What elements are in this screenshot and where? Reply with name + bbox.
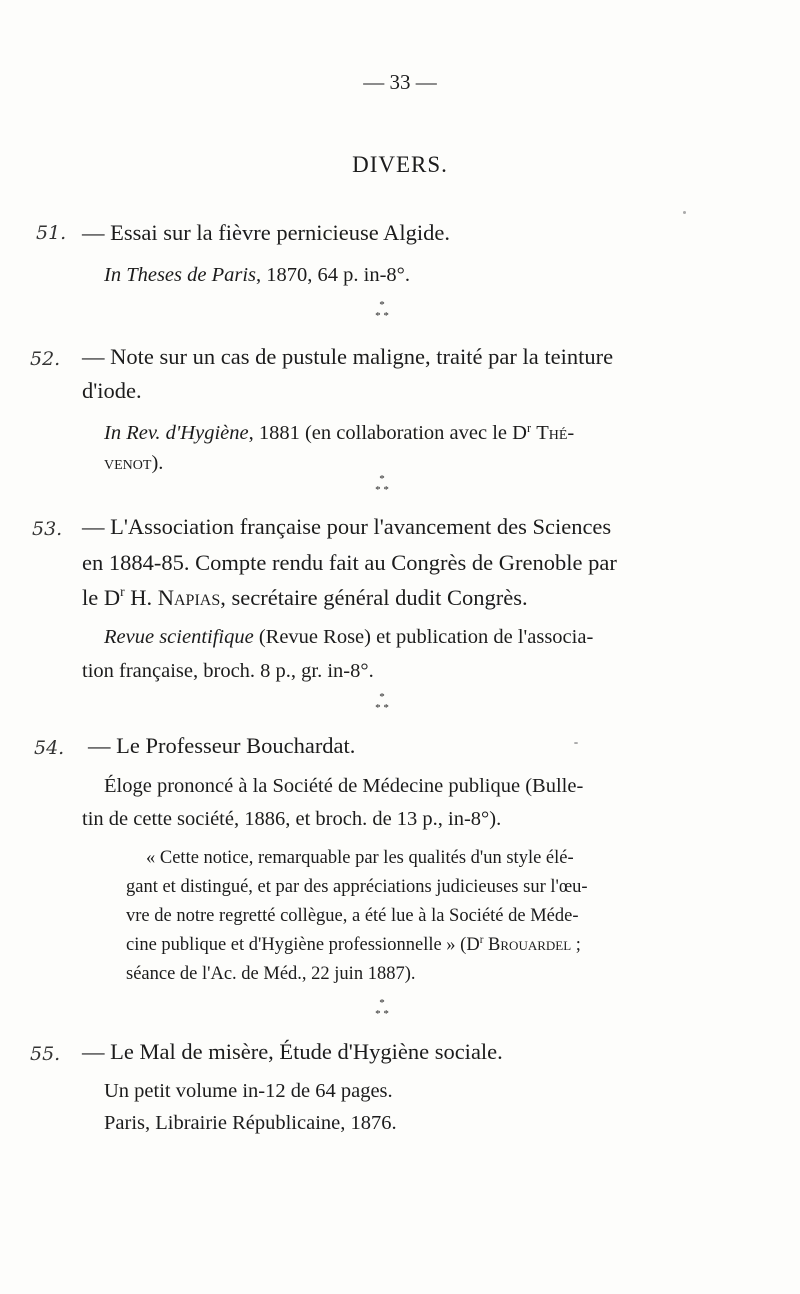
entry-54-number: 54. <box>34 737 65 759</box>
entry-53-title-line3 <box>82 585 528 611</box>
entry-53-author: Napias <box>157 585 221 610</box>
entry-53-journal: Revue scientifique <box>104 626 254 648</box>
entry-54-line1: Éloge prononcé à la Société de Médecine publique (Bulle- <box>104 775 584 797</box>
separator-stars: * * * <box>375 473 389 496</box>
section-title: DIVERS. <box>352 152 448 177</box>
entry-52-sup: r <box>526 420 532 435</box>
entry-51-journal: In Theses de Paris <box>104 264 257 286</box>
entry-52-number: 52. <box>30 348 61 370</box>
entry-54-author: Brouardel <box>488 935 572 955</box>
entry-53-t3a: le D <box>82 585 121 610</box>
entry-52-journal: In Rev. d'Hygiène <box>104 422 249 444</box>
page-number: — 33 — <box>363 70 437 94</box>
entry-52-ref-text: , 1881 (en collaboration avec le D <box>248 422 527 444</box>
entry-53-reference-cont: tion française, broch. 8 p., gr. in-8°. <box>82 660 374 682</box>
entry-51-title: — Essai sur la fièvre pernicieuse Algide. <box>82 220 451 245</box>
entry-52-ref-end: ). <box>151 452 164 474</box>
entry-52-author: Thé- <box>536 422 575 444</box>
separator-stars: * * * <box>375 691 389 714</box>
entry-55-line2: Paris, Librairie Républicaine, 1876. <box>104 1112 397 1134</box>
entry-54-title: — Le Professeur Bouchardat. <box>88 733 356 758</box>
entry-55-line1: Un petit volume in-12 de 64 pages. <box>104 1080 393 1102</box>
entry-54-quote-line2: gant et distingué, et par des appréciations judicieuses sur l'œu- <box>126 877 588 897</box>
entry-54-line2: tin de cette société, 1886, et broch. de 13 p., in-8°). <box>82 808 502 830</box>
entry-52-title: — Note sur un cas de pustule maligne, traité par la teinture <box>82 344 614 369</box>
separator-stars: * * * <box>375 299 389 322</box>
entry-52-reference <box>104 422 574 445</box>
entry-52-title-cont: d'iode. <box>82 378 142 403</box>
separator-stars: * * * <box>375 997 389 1020</box>
entry-51-number: 51. <box>36 222 67 244</box>
entry-53-t3b: H. <box>124 585 158 610</box>
entry-55-title: — Le Mal de misère, Étude d'Hygiène sociale. <box>82 1039 503 1064</box>
entry-53-title-line2: en 1884-85. Compte rendu fait au Congrès de Grenoble par <box>82 550 617 575</box>
entry-53-t3c: , secrétaire général dudit Congrès. <box>220 585 528 610</box>
entry-51-reference-text: , 1870, 64 p. in-8°. <box>256 264 411 286</box>
entry-54-quote-line5: séance de l'Ac. de Méd., 22 juin 1887). <box>126 964 416 984</box>
entry-54-q4b: ; <box>571 935 581 955</box>
entry-54-quote-line1: « Cette notice, remarquable par les qualités d'un style élé- <box>146 848 574 868</box>
entry-53-reference <box>104 626 593 649</box>
entry-53-number: 53. <box>32 518 63 540</box>
entry-52-reference-cont <box>104 452 163 475</box>
entry-53-title-line1: — L'Association française pour l'avancement des Sciences <box>82 514 612 539</box>
entry-52-author-cont: venot <box>104 452 152 474</box>
entry-54-sup: r <box>479 933 484 946</box>
entry-55-number: 55. <box>30 1043 61 1065</box>
entry-54-quote-line4 <box>126 935 581 956</box>
paper-speck <box>683 211 686 214</box>
entry-51-reference <box>104 264 410 287</box>
entry-54-q4a: cine publique et d'Hygiène professionnelle » (D <box>126 935 480 955</box>
entry-54-quote-line3: vre de notre regretté collègue, a été lue à la Société de Méde- <box>126 906 579 926</box>
entry-53-ref-text: (Revue Rose) et publication de l'associa- <box>253 626 594 648</box>
paper-speck <box>574 742 578 744</box>
entry-53-sup: r <box>120 583 125 599</box>
